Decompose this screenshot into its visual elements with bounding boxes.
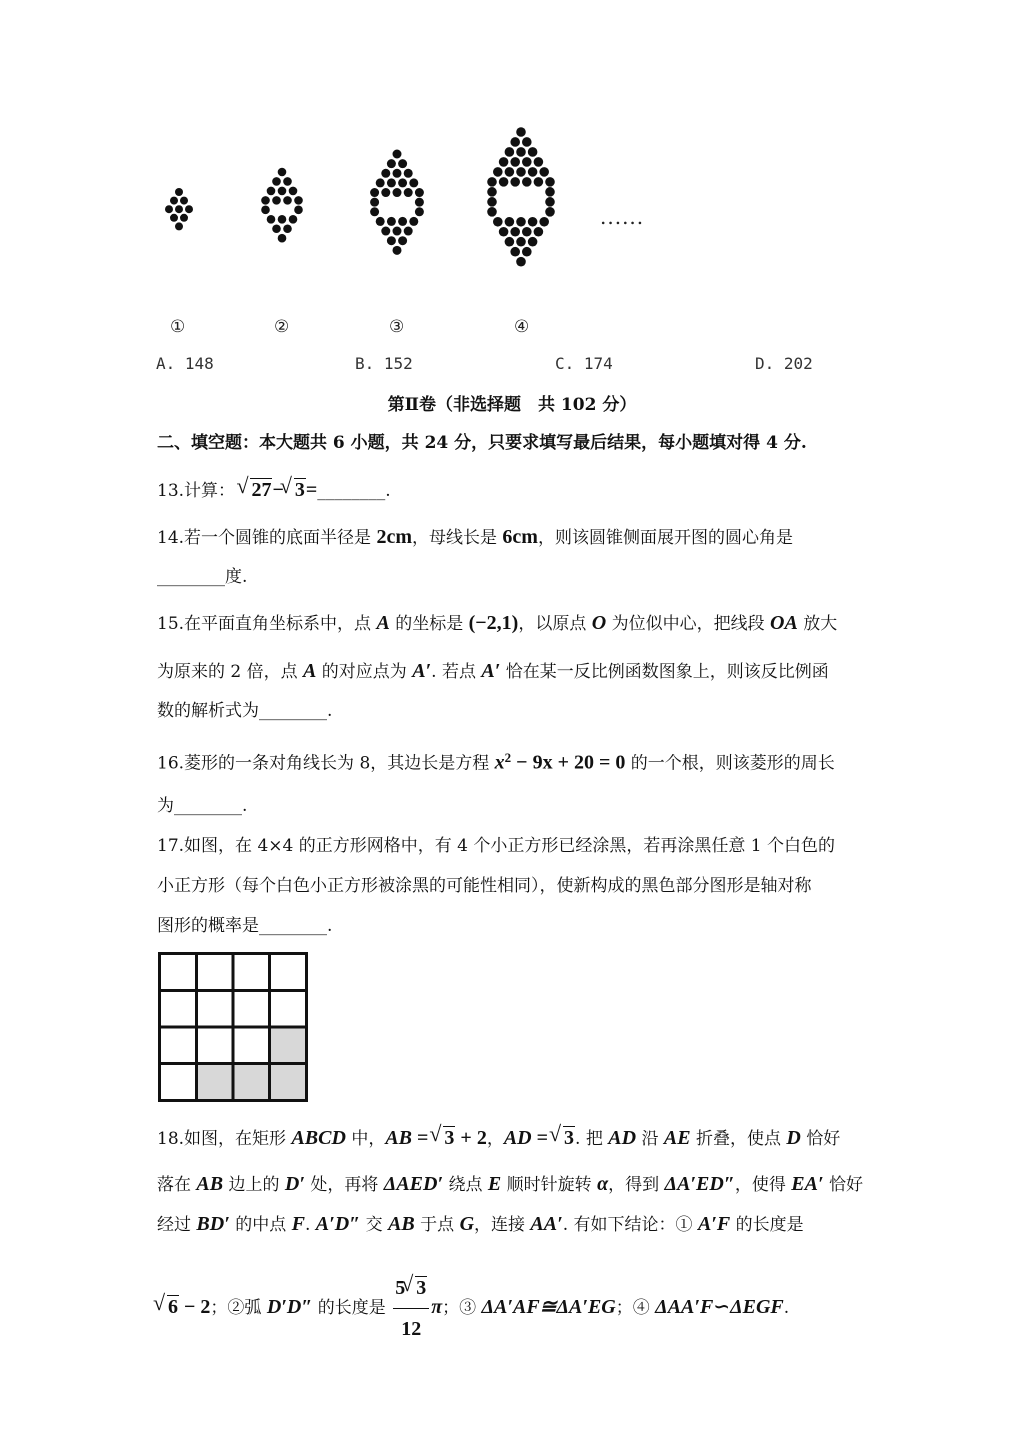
- pattern-dot-fig-2: [278, 215, 287, 224]
- pattern-dot-fig-3: [409, 217, 418, 226]
- pattern-dot-fig-3: [370, 207, 379, 216]
- pattern-dot-fig-4: [539, 217, 549, 227]
- q16-equation: − 9x + 20 = 0: [511, 751, 626, 774]
- pattern-dot-fig-3: [393, 227, 402, 236]
- pattern-dot-fig-4: [534, 177, 544, 187]
- pattern-dot-fig-4: [522, 227, 532, 237]
- pattern-dot-fig-4: [539, 167, 549, 177]
- pattern-dot-fig-4: [522, 137, 532, 147]
- pattern-dot-fig-3: [409, 178, 418, 187]
- pattern-dot-fig-4: [510, 177, 520, 187]
- pattern-dot-fig-4: [493, 217, 503, 227]
- pattern-dot-fig-3: [398, 178, 407, 187]
- pattern-dot-fig-3: [398, 159, 407, 168]
- pattern-dot-fig-3: [381, 169, 390, 178]
- pattern-dot-fig-2: [283, 196, 292, 205]
- shaded-cell: [233, 1063, 270, 1100]
- pattern-dot-fig-3: [404, 227, 413, 236]
- pattern-dot-fig-4: [545, 177, 555, 187]
- q13-equals: =: [305, 479, 318, 501]
- question-15-line-2: 为原来的 2 倍，点 A 的对应点为 A′. 若点 A′ 恰在某一反比例函数图象上，则该反比例函: [157, 660, 829, 682]
- q15-answer-blank: ________: [259, 701, 327, 721]
- question-16-line-1: 16.菱形的一条对角线长为 8，其边长是方程 $x^2 - 9x + 20 = 0$ 的一个根，则该菱形的周长: [157, 750, 835, 774]
- figure-ellipsis: ......: [600, 205, 645, 229]
- question-14-line-2: ________度.: [157, 567, 248, 587]
- pattern-dot-fig-4: [516, 237, 526, 247]
- pattern-dot-fig-3: [387, 236, 396, 245]
- question-16-line-2: 为________.: [157, 796, 248, 816]
- question-17-line-2: 小正方形（每个白色小正方形被涂黑的可能性相同），使新构成的黑色部分图形是轴对称: [157, 876, 812, 896]
- option-b: B. 152: [355, 354, 413, 373]
- pattern-dot-fig-4: [522, 247, 532, 257]
- pattern-dot-fig-3: [387, 159, 396, 168]
- shaded-cell: [270, 1027, 306, 1063]
- shaded-cell: [197, 1063, 233, 1100]
- pattern-dot-fig-1: [165, 205, 173, 213]
- pattern-dot-fig-4: [516, 127, 526, 137]
- dot-pattern-figures: [0, 120, 700, 310]
- pattern-dot-fig-4: [522, 157, 532, 167]
- pattern-dot-fig-4: [505, 167, 515, 177]
- figure-label-3: ③: [389, 317, 405, 337]
- q14-answer-blank: ________: [157, 567, 225, 587]
- pattern-dot-fig-1: [180, 214, 188, 222]
- pattern-dot-fig-4: [534, 157, 544, 167]
- question-18-line-1: 18.如图，在矩形 ABCD 中，AB = √ 3 + 2，AD = √ 3. 把 AD 沿 AE 折叠，使点 D 恰好: [157, 1126, 840, 1151]
- pattern-dot-fig-3: [415, 198, 424, 207]
- figure-label-4: ④: [514, 317, 530, 337]
- pattern-dot-fig-1: [175, 205, 183, 213]
- q13-prefix: 13.计算：: [157, 481, 236, 501]
- q13-end: .: [385, 481, 391, 501]
- pattern-dot-fig-1: [175, 188, 183, 196]
- pattern-dot-fig-3: [370, 188, 379, 197]
- pattern-dot-fig-2: [267, 187, 276, 196]
- pattern-dot-fig-2: [278, 234, 287, 243]
- pattern-dot-fig-1: [170, 197, 178, 205]
- pattern-dot-fig-4: [487, 187, 497, 197]
- pattern-dot-fig-3: [381, 227, 390, 236]
- pattern-dot-fig-3: [370, 198, 379, 207]
- pattern-dot-fig-4: [487, 177, 497, 187]
- pattern-dot-fig-1: [170, 214, 178, 222]
- pattern-dot-fig-2: [272, 224, 281, 233]
- pattern-dot-fig-4: [499, 157, 509, 167]
- pattern-dot-fig-3: [398, 236, 407, 245]
- pattern-dot-fig-4: [528, 147, 538, 157]
- q18-arc-length-fraction: $\frac{5√ 3}{12}$: [393, 1268, 429, 1349]
- pattern-dot-fig-1: [175, 222, 183, 230]
- pattern-dot-fig-3: [387, 178, 396, 187]
- pattern-dot-fig-4: [499, 227, 509, 237]
- pattern-dot-fig-2: [283, 177, 292, 186]
- pattern-dot-fig-4: [516, 167, 526, 177]
- pattern-dot-fig-2: [278, 168, 287, 177]
- pattern-dot-fig-3: [381, 188, 390, 197]
- pattern-dot-fig-3: [404, 169, 413, 178]
- pattern-dot-fig-3: [393, 188, 402, 197]
- option-d: D. 202: [755, 354, 813, 373]
- pattern-dot-fig-4: [516, 217, 526, 227]
- pattern-dot-fig-2: [289, 215, 298, 224]
- question-14-line-1: 14.若一个圆锥的底面半径是 2cm，母线长是 6cm，则该圆锥侧面展开图的圆心角是: [157, 526, 793, 548]
- pattern-dot-fig-4: [516, 147, 526, 157]
- q14-radius: 2cm: [376, 526, 412, 548]
- pattern-dot-fig-4: [545, 197, 555, 207]
- q13-radical-1: √ 27: [240, 478, 272, 502]
- pattern-dot-fig-4: [510, 247, 520, 257]
- q16-answer-blank: ________: [174, 796, 242, 816]
- pattern-dot-fig-4: [487, 207, 497, 217]
- pattern-dot-fig-2: [267, 215, 276, 224]
- pattern-dot-fig-4: [528, 217, 538, 227]
- pattern-dot-fig-4: [487, 197, 497, 207]
- pattern-dot-fig-4: [510, 157, 520, 167]
- question-18-line-4: √ 6 − 2；②弧 D′D″ 的长度是 $\frac{5√ 3}{12}$ π；③ ΔA′AF≅ΔA′EG；④ ΔAA′F∽ΔEGF.: [157, 1268, 789, 1349]
- section-title: 第Ⅱ卷（非选择题 共 102 分）: [387, 395, 637, 415]
- pattern-dot-fig-2: [261, 206, 270, 215]
- pattern-dot-fig-4: [505, 217, 515, 227]
- q15-coordinate: (−2,1): [468, 612, 519, 634]
- pattern-dot-fig-4: [505, 147, 515, 157]
- pattern-dot-fig-1: [185, 205, 193, 213]
- grid-4x4-figure: [158, 952, 308, 1102]
- pattern-dot-fig-4: [505, 237, 515, 247]
- pattern-dot-fig-3: [376, 178, 385, 187]
- shaded-cell: [270, 1063, 306, 1100]
- pattern-dot-fig-2: [294, 196, 303, 205]
- pattern-dot-fig-2: [261, 196, 270, 205]
- question-17-line-1: 17.如图，在 4×4 的正方形网格中，有 4 个小正方形已经涂黑，若再涂黑任意 1 个白色的: [157, 836, 835, 856]
- question-13: [157, 478, 391, 503]
- pattern-dot-fig-4: [522, 177, 532, 187]
- q13-answer-blank: ________: [317, 481, 386, 501]
- pattern-dot-fig-4: [516, 257, 526, 267]
- pattern-dot-fig-3: [393, 246, 402, 255]
- option-a: A. 148: [156, 354, 214, 373]
- question-17-line-3: 图形的概率是________.: [157, 916, 333, 936]
- q14-slant-height: 6cm: [502, 526, 538, 548]
- pattern-dot-fig-3: [415, 207, 424, 216]
- pattern-dot-fig-4: [545, 207, 555, 217]
- pattern-dot-fig-3: [415, 188, 424, 197]
- question-18-line-3: 经过 BD′ 的中点 F. A′D″ 交 AB 于点 G，连接 AA′. 有如下结论：① A′F 的长度是: [157, 1213, 804, 1235]
- q13-radical-2: √ 3: [284, 478, 306, 502]
- pattern-dot-fig-2: [272, 196, 281, 205]
- pattern-dot-fig-2: [289, 187, 298, 196]
- pattern-dot-fig-4: [528, 237, 538, 247]
- pattern-dot-fig-4: [528, 167, 538, 177]
- figure-label-2: ②: [274, 317, 290, 337]
- pattern-dot-fig-4: [510, 227, 520, 237]
- question-18-line-2: 落在 AB 边上的 D′ 处，再将 ΔAED′ 绕点 E 顺时针旋转 α，得到 ΔA′ED″，使得 EA′ 恰好: [157, 1173, 864, 1195]
- pattern-dot-fig-4: [545, 187, 555, 197]
- question-15-line-1: 15.在平面直角坐标系中，点 A 的坐标是 (−2,1)，以原点 O 为位似中心，把线段 OA 放大: [157, 612, 838, 634]
- fill-in-heading: 二、填空题：本大题共 6 小题，共 24 分，只要求填写最后结果，每小题填对得 4 分.: [157, 433, 807, 453]
- pattern-dot-fig-3: [393, 169, 402, 178]
- pattern-dot-fig-3: [404, 188, 413, 197]
- pattern-dot-fig-1: [180, 197, 188, 205]
- pattern-dot-fig-4: [493, 167, 503, 177]
- q17-answer-blank: ________: [259, 916, 327, 936]
- pattern-dot-fig-3: [398, 217, 407, 226]
- pattern-dot-fig-2: [283, 224, 292, 233]
- option-c: C. 174: [555, 354, 613, 373]
- question-15-line-3: 数的解析式为________.: [157, 701, 333, 721]
- pattern-dot-fig-3: [376, 217, 385, 226]
- pattern-dot-fig-2: [272, 177, 281, 186]
- pattern-dot-fig-3: [393, 150, 402, 159]
- pattern-dot-fig-4: [510, 137, 520, 147]
- pattern-dot-fig-3: [387, 217, 396, 226]
- figure-label-1: ①: [170, 317, 186, 337]
- pattern-dot-fig-2: [294, 206, 303, 215]
- pattern-dot-fig-4: [499, 177, 509, 187]
- q13-minus: −: [272, 479, 284, 501]
- pattern-dot-fig-2: [278, 187, 287, 196]
- pattern-dot-fig-4: [534, 227, 544, 237]
